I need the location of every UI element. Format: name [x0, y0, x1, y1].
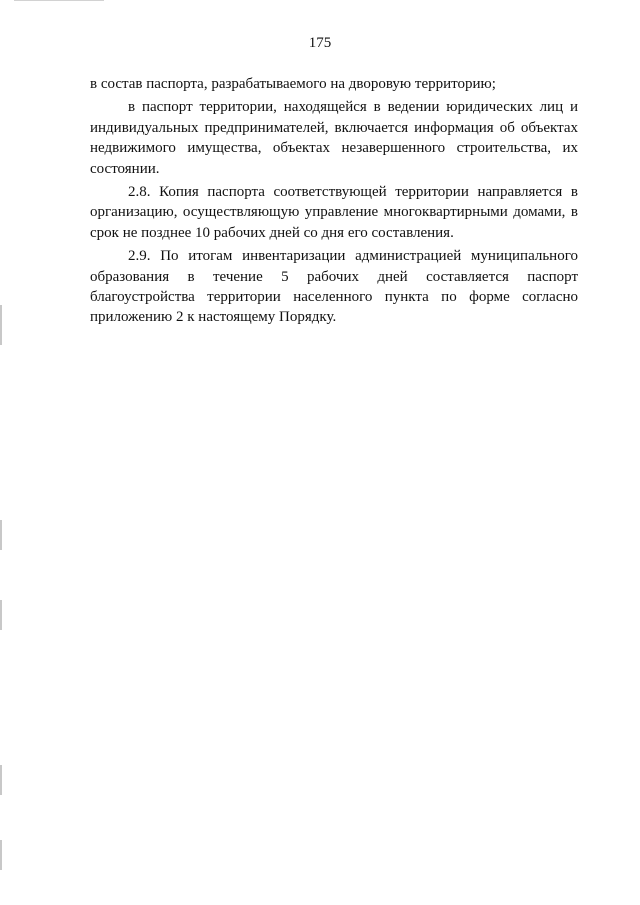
paragraph: 2.8. Копия паспорта соответствующей территории направляется в организацию, осуществляющую управление многоквартирными домами, в срок не позднее 10 рабочих дней со дня его составления.	[90, 184, 578, 241]
scan-edge-mark	[0, 840, 2, 870]
scan-edge-mark-top	[14, 0, 104, 1]
scan-edge-mark	[0, 765, 2, 795]
scan-edge-mark	[0, 600, 2, 630]
document-body	[90, 74, 578, 328]
page-number: 175	[308, 35, 332, 51]
scan-edge-mark	[0, 520, 2, 550]
paragraph: 2.9. По итогам инвентаризации администрацией муниципального образования в течение 5 рабочих дней составляется паспорт благоустройства территории населенного пункта по форме согласно приложению 2 к настоящему Порядку.	[90, 248, 578, 326]
paragraph: в состав паспорта, разрабатываемого на дворовую территорию;	[90, 76, 496, 92]
scan-edge-mark	[0, 305, 2, 345]
paragraph: в паспорт территории, находящейся в ведении юридических лиц и индивидуальных предпринимателей, включается информация об объектах недвижимого имущества, объектах незавершенного строительства, их состоянии.	[90, 99, 578, 177]
